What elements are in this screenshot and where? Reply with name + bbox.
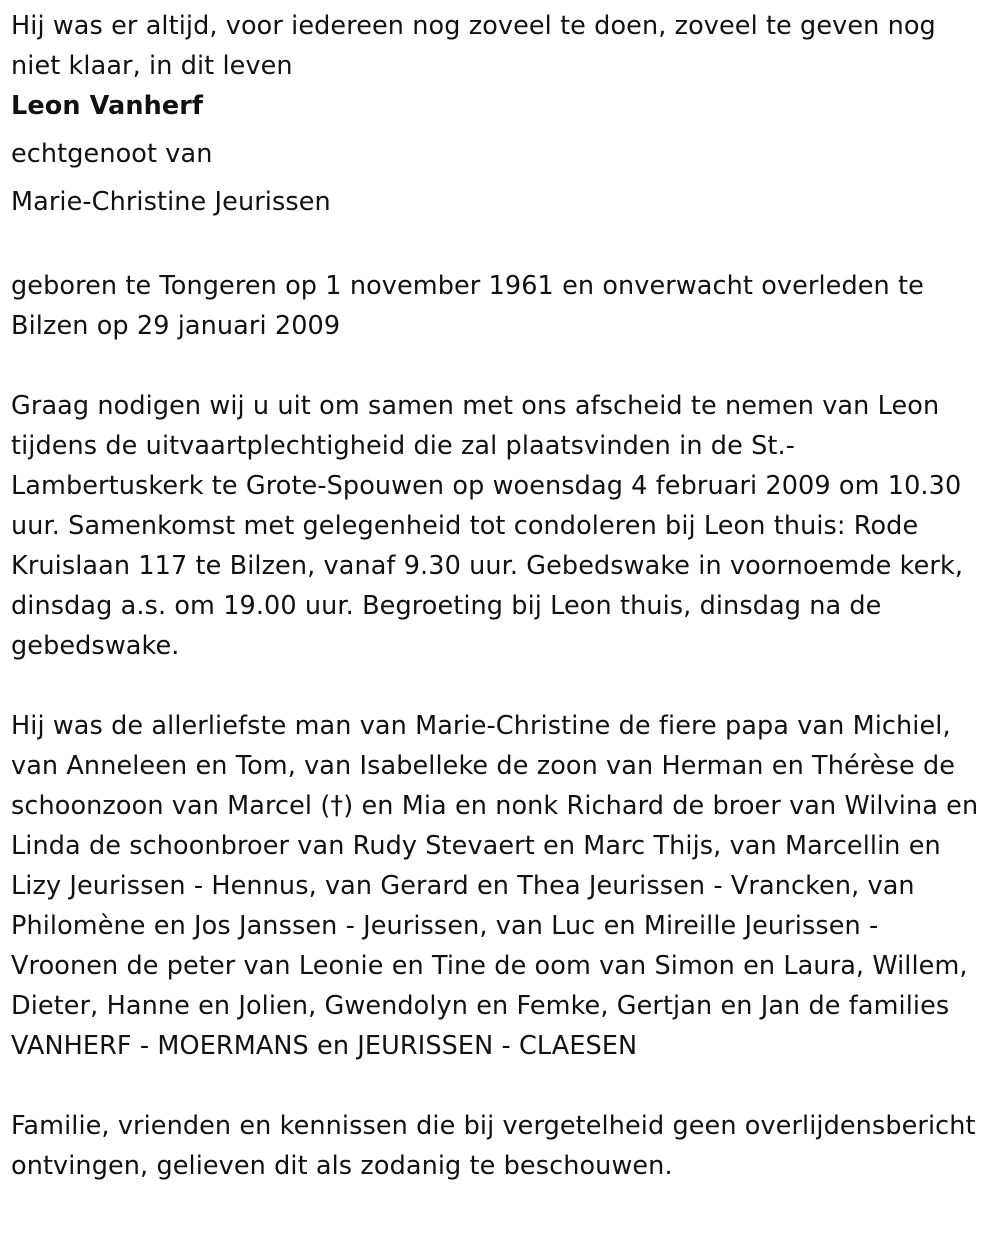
birth-death-text: geboren te Tongeren op 1 november 1961 en onverwacht overleden te Bilzen op 29 januari 2009 — [11, 271, 924, 341]
paragraph-spacer — [11, 226, 986, 266]
paragraph-spacer — [11, 1066, 986, 1106]
opening-verse: Hij was er altijd, voor iedereen nog zoveel te doen, zoveel te geven nog niet klaar, in dit leven — [11, 11, 936, 81]
spouse-name: Marie-Christine Jeurissen — [11, 187, 331, 217]
closing-note: Familie, vrienden en kennissen die bij vergetelheid geen overlijdensbericht ontvingen, gelieven dit als zodanig te beschouwen. — [11, 1111, 976, 1181]
obituary-notice — [11, 6, 986, 1186]
family-list: Hij was de allerliefste man van Marie-Christine de fiere papa van Michiel, van Anneleen en Tom, van Isabelleke de zoon van Herman en Thérèse de schoonzoon van Marcel (†) en Mia en nonk Richard de broer van Wilvina en Linda de schoonbroer van Rudy Stevaert en Marc Thijs, van Marcellin en Lizy Jeurissen - Hennus, van Gerard en Thea Jeurissen - Vrancken, van Philomène en Jos Janssen - Jeurissen, van Luc en Mireille Jeurissen - Vroonen de peter van Leonie en Tine de oom van Simon en Laura, Willem, Dieter, Hanne en Jolien, Gwendolyn en Femke, Gertjan en Jan de families VANHERF - MOERMANS en JEURISSEN - CLAESEN — [11, 711, 979, 1061]
paragraph-spacer — [11, 666, 986, 706]
deceased-name: Leon Vanherf — [11, 91, 204, 121]
relation-label: echtgenoot van — [11, 139, 213, 169]
paragraph-spacer — [11, 346, 986, 386]
funeral-invitation: Graag nodigen wij u uit om samen met ons afscheid te nemen van Leon tijdens de uitvaartplechtigheid die zal plaatsvinden in de St.-Lambertuskerk te Grote-Spouwen op woensdag 4 februari 2009 om 10.30 uur. Samenkomst met gelegenheid tot condoleren bij Leon thuis: Rode Kruislaan 117 te Bilzen, vanaf 9.30 uur. Gebedswake in voornoemde kerk, dinsdag a.s. om 19.00 uur. Begroeting bij Leon thuis, dinsdag na de gebedswake. — [11, 391, 964, 661]
